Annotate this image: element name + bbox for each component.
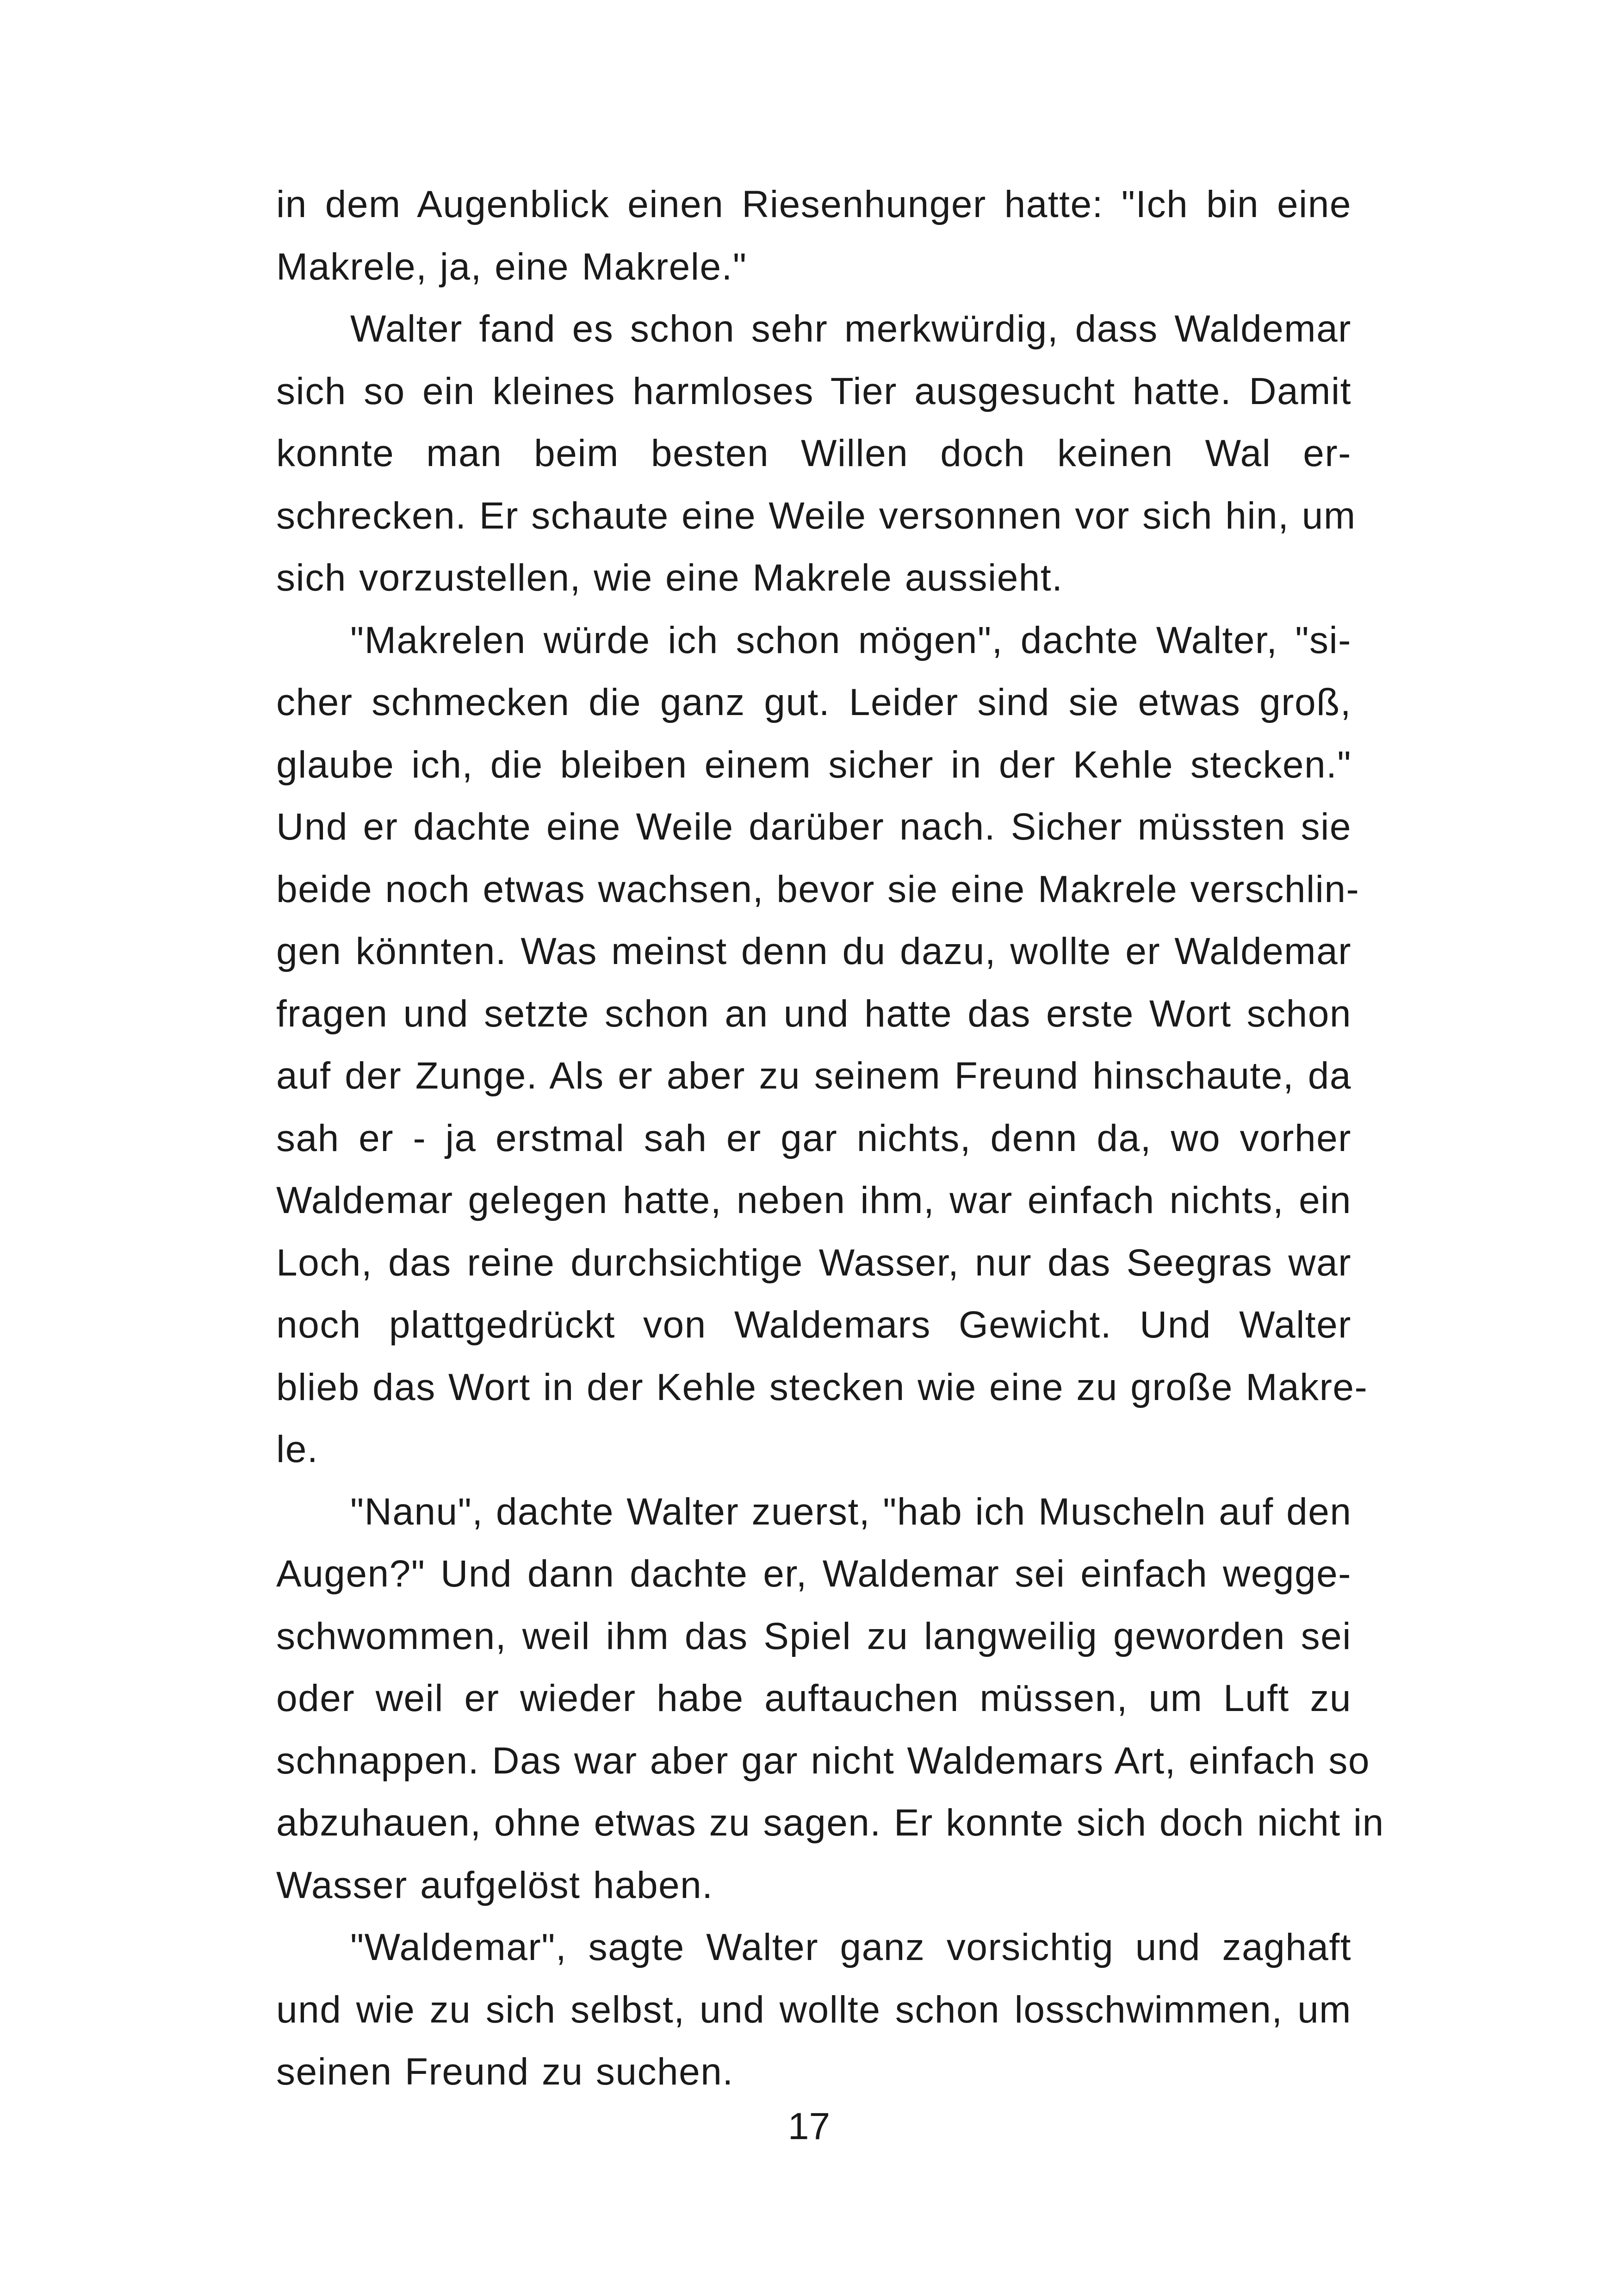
- text-line: auf der Zunge. Als er aber zu seinem Freund hinschaute, da: [276, 1055, 1351, 1097]
- text-line: beide noch etwas wachsen, bevor sie eine Makrele verschlin-: [276, 868, 1360, 910]
- text-line: glaube ich, die bleiben einem sicher in der Kehle stecken.": [276, 743, 1351, 786]
- text-line: schnappen. Das war aber gar nicht Waldemars Art, einfach so: [276, 1739, 1370, 1782]
- text-line: und wie zu sich selbst, und wollte schon losschwimmen, um: [276, 1988, 1351, 2031]
- text-line: seinen Freund zu suchen.: [276, 2051, 734, 2093]
- text-line: Wasser aufgelöst haben.: [276, 1864, 713, 1906]
- text-line: Und er dachte eine Weile darüber nach. Sicher müssten sie: [276, 806, 1351, 848]
- text-line: sich so ein kleines harmloses Tier ausgesucht hatte. Damit: [276, 370, 1351, 412]
- text-line: schrecken. Er schaute eine Weile versonnen vor sich hin, um: [276, 494, 1356, 537]
- text-line: Augen?" Und dann dachte er, Waldemar sei einfach wegge-: [276, 1553, 1351, 1595]
- body-text: [276, 174, 1384, 2103]
- text-line: gen könnten. Was meinst denn du dazu, wollte er Waldemar: [276, 930, 1351, 972]
- text-line: Loch, das reine durchsichtige Wasser, nur das Seegras war: [276, 1241, 1351, 1284]
- text-line: Waldemar gelegen hatte, neben ihm, war einfach nichts, ein: [276, 1179, 1351, 1221]
- text-line: "Waldemar", sagte Walter ganz vorsichtig und zaghaft: [350, 1926, 1351, 1968]
- text-line: cher schmecken die ganz gut. Leider sind sie etwas groß,: [276, 681, 1351, 723]
- text-line: abzuhauen, ohne etwas zu sagen. Er konnte sich doch nicht in: [276, 1802, 1384, 1844]
- text-line: fragen und setzte schon an und hatte das erste Wort schon: [276, 992, 1351, 1035]
- text-line: in dem Augenblick einen Riesenhunger hatte: "Ich bin eine: [276, 183, 1351, 225]
- text-line: noch plattgedrückt von Waldemars Gewicht. Und Walter: [276, 1304, 1351, 1346]
- page-number: 17: [787, 2105, 831, 2147]
- text-line: oder weil er wieder habe auftauchen müssen, um Luft zu: [276, 1677, 1351, 1719]
- text-line: sich vorzustellen, wie eine Makrele aussieht.: [276, 557, 1063, 599]
- text-line: "Nanu", dachte Walter zuerst, "hab ich Muscheln auf den: [350, 1490, 1352, 1533]
- text-line: sah er - ja erstmal sah er gar nichts, denn da, wo vorher: [276, 1117, 1351, 1159]
- text-line: "Makrelen würde ich schon mögen", dachte Walter, "si-: [350, 619, 1351, 661]
- text-line: blieb das Wort in der Kehle stecken wie eine zu große Makre-: [276, 1366, 1368, 1408]
- text-line: Walter fand es schon sehr merkwürdig, dass Waldemar: [350, 308, 1351, 350]
- text-line: konnte man beim besten Willen doch keinen Wal er-: [276, 432, 1351, 474]
- text-line: schwommen, weil ihm das Spiel zu langweilig geworden sei: [276, 1615, 1351, 1657]
- text-line: Makrele, ja, eine Makrele.": [276, 245, 747, 288]
- text-line: le.: [276, 1428, 319, 1470]
